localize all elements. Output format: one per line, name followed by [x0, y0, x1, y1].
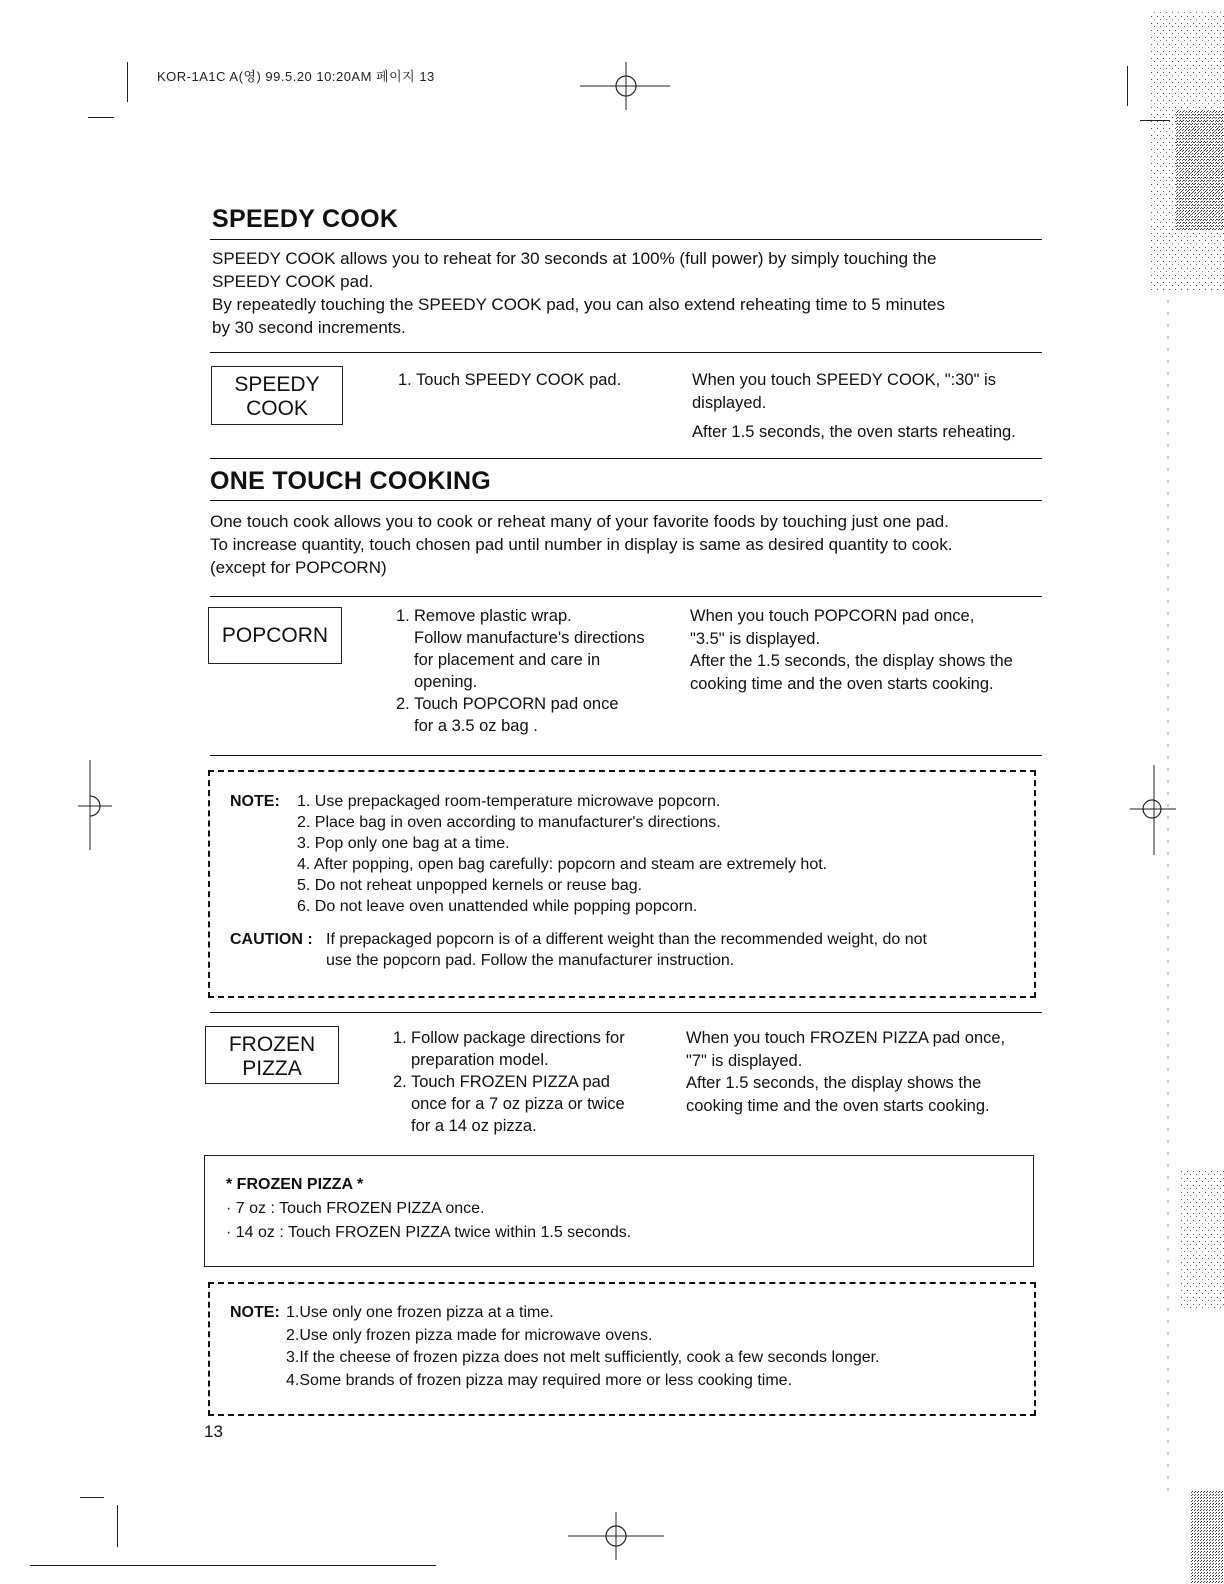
frozen-pizza-notes — [230, 1302, 1020, 1392]
pad-label: FROZEN — [228, 1033, 316, 1056]
note-item: 6. Do not leave oven unattended while popping popcorn. — [297, 898, 698, 915]
info-title: * FROZEN PIZZA * — [226, 1176, 364, 1193]
divider — [210, 458, 1042, 459]
print-header: KOR-1A1C A(영) 99.5.20 10:20AM 페이지 13 — [157, 69, 435, 84]
pad-label: COOK — [246, 397, 308, 420]
intro-line: SPEEDY COOK allows you to reheat for 30 seconds at 100% (full power) by simply touching the — [212, 249, 937, 268]
registration-mark-icon — [580, 62, 670, 112]
step-line: preparation model. — [411, 1051, 549, 1069]
step-line: Follow manufacture's directions — [414, 629, 645, 647]
desc-line: When you touch SPEEDY COOK, ":30" is — [692, 371, 996, 389]
popcorn-description — [690, 605, 1042, 695]
step-item — [393, 1071, 673, 1137]
desc-line: After the 1.5 seconds, the display shows the — [690, 652, 1013, 670]
intro-line: (except for POPCORN) — [210, 558, 387, 577]
step-item — [396, 693, 676, 737]
crop-mark — [88, 117, 114, 118]
step-line: Follow package directions for — [411, 1029, 625, 1047]
desc-line: When you touch FROZEN PIZZA pad once, — [686, 1029, 1006, 1047]
step-line: once for a 7 oz pizza or twice — [411, 1095, 625, 1113]
step-line: Remove plastic wrap. — [414, 607, 572, 625]
speedy-cook-pad — [211, 366, 343, 425]
registration-mark-icon — [568, 1512, 664, 1562]
pad-label: PIZZA — [242, 1057, 302, 1080]
desc-line: "7" is displayed. — [686, 1051, 803, 1070]
crop-mark — [30, 1565, 436, 1566]
desc-line: "3.5" is displayed. — [690, 629, 821, 648]
section-title-one-touch: ONE TOUCH COOKING — [210, 467, 492, 495]
step-line: for placement and care in — [414, 651, 601, 669]
frozen-pizza-description — [686, 1027, 1042, 1117]
intro-line: by 30 second increments. — [212, 318, 406, 337]
divider — [210, 500, 1042, 501]
note-item: 5. Do not reheat unpopped kernels or reuse bag. — [297, 877, 643, 894]
caution-label: CAUTION : — [230, 931, 313, 948]
note-item: 4.Some brands of frozen pizza may required more or less cooking time. — [286, 1371, 793, 1389]
note-item: 2.Use only frozen pizza made for microwave ovens. — [286, 1326, 653, 1344]
note-label: NOTE: — [230, 793, 280, 810]
speedy-cook-step: 1. Touch SPEEDY COOK pad. — [398, 371, 622, 389]
note-item: 3.If the cheese of frozen pizza does not melt sufficiently, cook a few seconds longer. — [286, 1349, 880, 1366]
speedy-cook-description — [692, 369, 1042, 444]
step-number: 2. — [396, 695, 410, 713]
crop-mark — [127, 62, 128, 102]
popcorn-notes — [230, 791, 1020, 971]
frozen-pizza-info — [226, 1174, 1016, 1243]
step-line: for a 14 oz pizza. — [411, 1117, 537, 1135]
desc-line: When you touch POPCORN pad once, — [690, 607, 975, 625]
step-item — [396, 605, 676, 693]
divider — [210, 239, 1042, 240]
popcorn-pad — [208, 607, 342, 664]
desc-line: After 1.5 seconds, the oven starts reheating. — [692, 423, 1016, 441]
divider — [210, 1012, 1042, 1013]
note-item: 1. Use prepackaged room-temperature microwave popcorn. — [297, 793, 721, 810]
intro-line: SPEEDY COOK pad. — [212, 272, 374, 291]
page-number: 13 — [204, 1422, 223, 1441]
desc-line: After 1.5 seconds, the display shows the — [686, 1074, 982, 1092]
note-item: 3. Pop only one bag at a time. — [297, 835, 510, 852]
intro-line: By repeatedly touching the SPEEDY COOK pad, you can also extend reheating time to 5 minutes — [212, 295, 946, 314]
note-label: NOTE: — [230, 1304, 280, 1321]
divider — [210, 596, 1042, 597]
info-line: · 7 oz : Touch FROZEN PIZZA once. — [226, 1200, 485, 1217]
section-title-speedy-cook: SPEEDY COOK — [212, 205, 399, 233]
desc-line: displayed. — [692, 393, 767, 412]
caution-line: If prepackaged popcorn is of a different weight than the recommended weight, do not — [326, 931, 927, 948]
intro-line: To increase quantity, touch chosen pad until number in display is same as desired quantity to cook. — [210, 535, 953, 554]
crop-mark — [117, 1505, 118, 1547]
desc-line: cooking time and the oven starts cooking. — [690, 674, 994, 693]
frozen-pizza-pad — [205, 1026, 339, 1084]
divider — [210, 352, 1042, 353]
pad-label: POPCORN — [221, 624, 329, 647]
crop-mark — [80, 1497, 104, 1498]
note-item: 4. After popping, open bag carefully: popcorn and steam are extremely hot. — [297, 856, 828, 873]
step-line: Touch POPCORN pad once — [414, 695, 619, 713]
step-line: opening. — [414, 673, 478, 691]
one-touch-intro — [210, 510, 1042, 579]
step-number: 2. — [393, 1073, 407, 1091]
note-item: 2. Place bag in oven according to manufacturer's directions. — [297, 814, 721, 831]
step-number: 1. — [396, 607, 410, 625]
frozen-pizza-steps — [393, 1027, 673, 1137]
note-item: 1.Use only one frozen pizza at a time. — [286, 1304, 554, 1321]
step-number: 1. — [393, 1029, 407, 1047]
speedy-cook-intro — [212, 247, 1042, 339]
intro-line: One touch cook allows you to cook or reheat many of your favorite foods by touching just one pad. — [210, 512, 949, 531]
info-line: · 14 oz : Touch FROZEN PIZZA twice within 1.5 seconds. — [226, 1224, 632, 1241]
popcorn-steps — [396, 605, 676, 737]
step-line: for a 3.5 oz bag . — [414, 717, 538, 735]
desc-line: cooking time and the oven starts cooking. — [686, 1096, 990, 1115]
scan-noise — [1120, 0, 1224, 1584]
caution-line: use the popcorn pad. Follow the manufacturer instruction. — [326, 952, 735, 969]
divider — [210, 755, 1042, 756]
step-line: Touch FROZEN PIZZA pad — [411, 1073, 610, 1091]
step-item — [393, 1027, 673, 1071]
pad-label: SPEEDY — [234, 373, 320, 396]
registration-mark-icon — [78, 760, 118, 850]
